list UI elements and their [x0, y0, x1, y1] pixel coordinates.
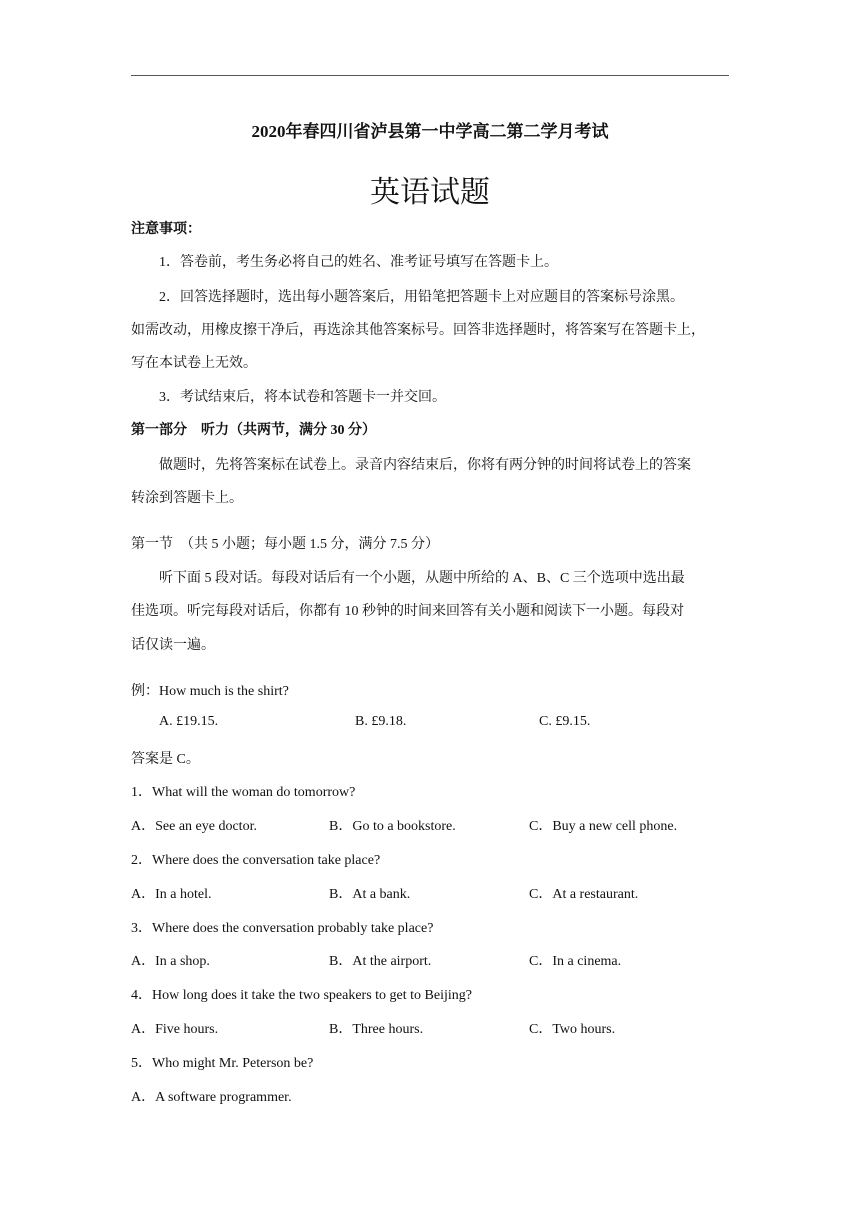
question-3: 3．Where does the conversation probably take place?	[131, 921, 434, 936]
part-1-heading: 第一部分 听力（共两节，满分 30 分）	[131, 423, 376, 438]
notice-item-2-line-1: 2．回答选择题时，选出每小题答案后，用铅笔把答题卡上对应题目的答案标号涂黑。	[159, 290, 684, 305]
question-3-option-a: A．In a shop.	[131, 954, 210, 969]
question-4-option-a: A．Five hours.	[131, 1022, 219, 1037]
question-1-option-b: B．Go to a bookstore.	[329, 819, 456, 834]
exam-title: 2020年春四川省泸县第一中学高二第二学月考试	[251, 122, 609, 141]
question-1-option-a: A．See an eye doctor.	[131, 819, 257, 834]
question-4-option-c: C．Two hours.	[529, 1022, 616, 1037]
notice-item-2-line-2: 如需改动，用橡皮擦干净后，再选涂其他答案标号。回答非选择题时，将答案写在答题卡上，	[131, 323, 705, 338]
question-2-option-a: A．In a hotel.	[131, 887, 212, 902]
section-1-intro-line-3: 话仅读一遍。	[131, 638, 215, 653]
notice-item-2-line-3: 写在本试卷上无效。	[131, 356, 257, 371]
question-4-option-b: B．Three hours.	[329, 1022, 424, 1037]
example-option-b: B. £9.18.	[355, 714, 407, 729]
question-2-option-c: C．At a restaurant.	[529, 887, 639, 902]
notice-item-3: 3．考试结束后，将本试卷和答题卡一并交回。	[159, 390, 446, 405]
header-rule	[131, 75, 729, 76]
question-2: 2．Where does the conversation take place?	[131, 853, 381, 868]
question-1: 1．What will the woman do tomorrow?	[131, 785, 356, 800]
section-1-intro-line-1: 听下面 5 段对话。每段对话后有一个小题，从题中所给的 A、B、C 三个选项中选出最	[159, 571, 685, 586]
notice-heading: 注意事项：	[131, 222, 201, 237]
question-5-option-a: A．A software programmer.	[131, 1090, 292, 1105]
question-1-option-c: C．Buy a new cell phone.	[529, 819, 678, 834]
subject-title: 英语试题	[370, 175, 490, 210]
example-question: 例：How much is the shirt?	[131, 684, 289, 699]
question-5: 5．Who might Mr. Peterson be?	[131, 1056, 314, 1071]
section-1-heading: 第一节 （共 5 小题；每小题 1.5 分，满分 7.5 分）	[131, 537, 439, 552]
question-4: 4．How long does it take the two speakers to get to Beijing?	[131, 988, 472, 1003]
question-3-option-b: B．At the airport.	[329, 954, 432, 969]
example-answer: 答案是 C。	[131, 752, 200, 767]
question-3-option-c: C．In a cinema.	[529, 954, 622, 969]
example-option-a: A. £19.15.	[159, 714, 219, 729]
section-1-intro-line-2: 佳选项。听完每段对话后，你都有 10 秒钟的时间来回答有关小题和阅读下一小题。每段对	[131, 604, 684, 619]
notice-item-1: 1．答卷前，考生务必将自己的姓名、准考证号填写在答题卡上。	[159, 255, 558, 270]
part-1-intro-line-2: 转涂到答题卡上。	[131, 491, 243, 506]
part-1-intro-line-1: 做题时，先将答案标在试卷上。录音内容结束后，你将有两分钟的时间将试卷上的答案	[159, 458, 691, 473]
question-2-option-b: B．At a bank.	[329, 887, 411, 902]
example-option-c: C. £9.15.	[539, 714, 591, 729]
